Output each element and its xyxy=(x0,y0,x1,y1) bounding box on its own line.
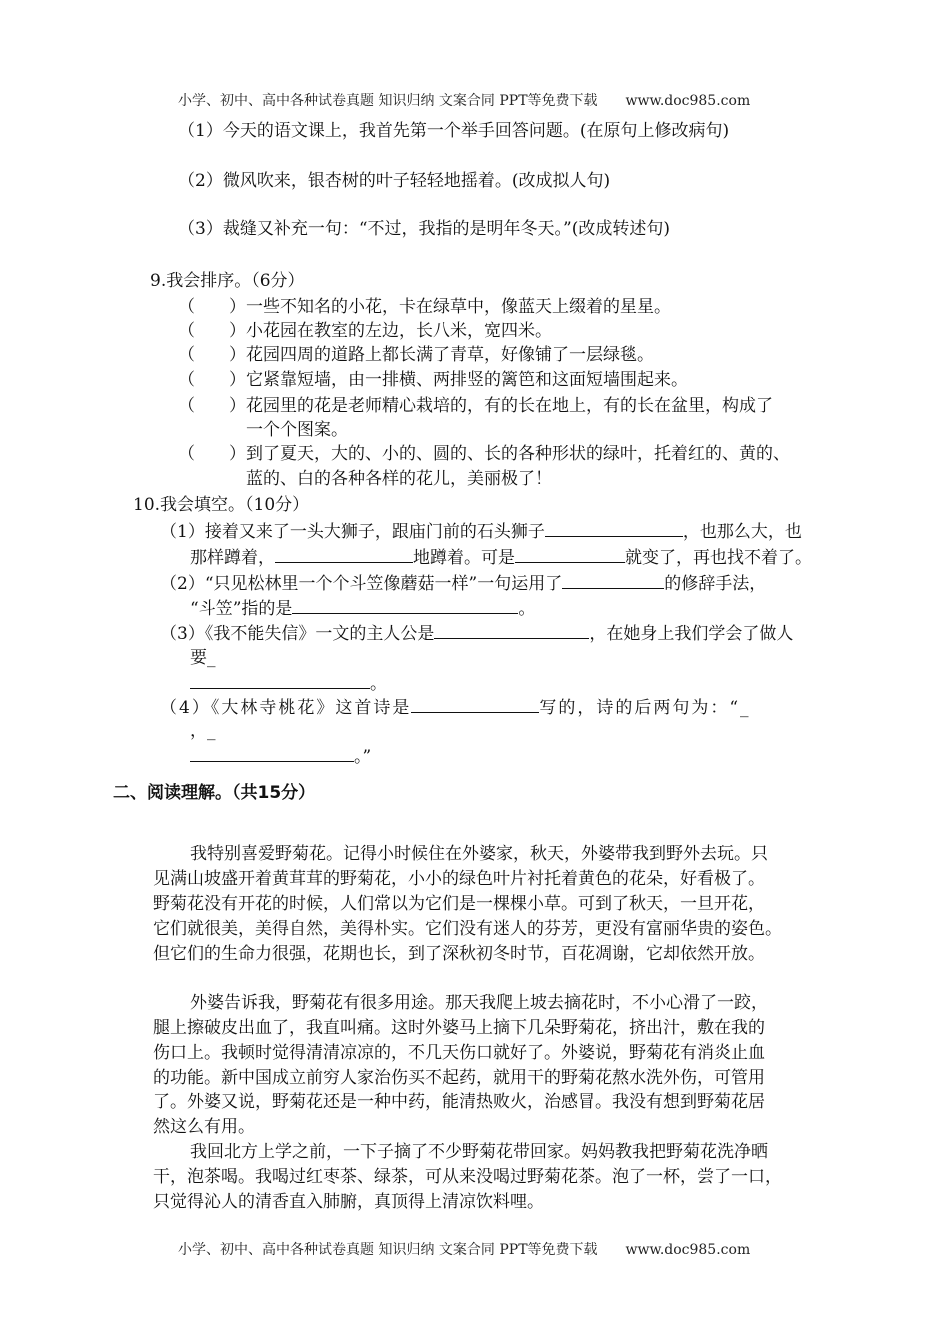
fill-blank[interactable] xyxy=(190,672,370,689)
q8-sentence-3: （3）裁缝又补充一句：“不过，我指的是明年冬天。”(改成转述句) xyxy=(178,219,670,239)
para3-line: 我回北方上学之前，一下子摘了不少野菊花带回家。妈妈教我把野菊花洗净晒 xyxy=(190,1142,768,1162)
page-footer: 小学、初中、高中各种试卷真题 知识归纳 文案合同 PPT等免费下载 www.doc985.com xyxy=(178,1242,751,1258)
q10-part4-line2: ，_ xyxy=(190,721,216,741)
order-paren[interactable]: （ ） xyxy=(178,396,246,416)
fill-blank[interactable] xyxy=(434,622,589,639)
q10-part2-line2: “斗笠”指的是 。 xyxy=(190,599,536,619)
page-header: 小学、初中、高中各种试卷真题 知识归纳 文案合同 PPT等免费下载 www.doc985.com xyxy=(178,93,751,109)
q10-part1-line2: 那样蹲着， 地蹲着。可是 就变了，再也找不着了。 xyxy=(190,548,812,568)
para1-line: 野菊花没有开花的时候，人们常以为它们是一棵棵小草。可到了秋天，一旦开花， xyxy=(153,894,765,914)
q10-title: 10.我会填空。（10分） xyxy=(133,495,310,515)
fill-blank[interactable] xyxy=(275,546,413,563)
fill-blank[interactable] xyxy=(292,597,518,614)
order-paren[interactable]: （ ） xyxy=(178,444,246,464)
q9-item-5: （ ）花园里的花是老师精心栽培的，有的长在地上，有的长在盆里，构成了 xyxy=(178,396,773,416)
para2-line: 伤口上。我顿时觉得清清凉凉的，不几天伤口就好了。外婆说，野菊花有消炎止血 xyxy=(153,1043,765,1063)
order-paren[interactable]: （ ） xyxy=(178,345,246,365)
q9-title: 9.我会排序。（6分） xyxy=(150,271,305,291)
q9-item-1: （ ）一些不知名的小花，卡在绿草中，像蓝天上缀着的星星。 xyxy=(178,297,671,317)
para2-line: 腿上擦破皮出血了，我直叫痛。这时外婆马上摘下几朵野菊花，挤出汁，敷在我的 xyxy=(153,1018,765,1038)
q10-part3-line1: （3）《我不能失信》一文的主人公是 ，在她身上我们学会了做人 xyxy=(160,624,794,644)
q8-sentence-2: （2）微风吹来，银杏树的叶子轻轻地摇着。(改成拟人句) xyxy=(178,171,611,191)
para2-line: 然这么有用。 xyxy=(153,1117,255,1137)
order-paren[interactable]: （ ） xyxy=(178,297,246,317)
order-paren[interactable]: （ ） xyxy=(178,321,246,341)
q9-item-3: （ ）花园四周的道路上都长满了青草，好像铺了一层绿毯。 xyxy=(178,345,654,365)
para1-line: 我特别喜爱野菊花。记得小时候住在外婆家，秋天，外婆带我到野外去玩。只 xyxy=(190,844,768,864)
para3-line: 干，泡茶喝。我喝过红枣茶、绿茶，可从来没喝过野菊花茶。泡了一杯，尝了一口， xyxy=(153,1167,782,1187)
q9-item-2: （ ）小花园在教室的左边，长八米，宽四米。 xyxy=(178,321,552,341)
para3-line: 只觉得沁人的清香直入肺腑，真顶得上清凉饮料哩。 xyxy=(153,1192,544,1212)
fill-blank[interactable] xyxy=(411,696,539,713)
q9-item-4: （ ）它紧靠短墙，由一排横、两排竖的篱笆和这面短墙围起来。 xyxy=(178,370,688,390)
q10-part3-line3: 。 xyxy=(190,672,387,695)
fill-blank[interactable] xyxy=(515,546,625,563)
q9-item-6-cont: 蓝的、白的各种各样的花儿，美丽极了！ xyxy=(246,469,552,489)
para1-line: 见满山坡盛开着黄茸茸的野菊花，小小的绿色叶片衬托着黄色的花朵，好看极了。 xyxy=(153,869,765,889)
fill-blank[interactable] xyxy=(545,520,683,537)
para1-line: 但它们的生命力很强，花期也长，到了深秋初冬时节，百花凋谢，它却依然开放。 xyxy=(153,944,765,964)
q10-part4-line3: 。” xyxy=(190,745,371,768)
q9-item-6: （ ）到了夏天，大的、小的、圆的、长的各种形状的绿叶，托着红的、黄的、 xyxy=(178,444,790,464)
para2-line: 外婆告诉我，野菊花有很多用途。那天我爬上坡去摘花时，不小心滑了一跤， xyxy=(190,993,768,1013)
q10-part3-line2: 要_ xyxy=(190,648,216,668)
q10-part4-line1: （4）《大林寺桃花》这首诗是 写的，诗的后两句为：“_ xyxy=(160,698,751,718)
section-2-title: 二、阅读理解。（共15分） xyxy=(113,783,316,803)
q10-part1-line1: （1）接着又来了一头大狮子，跟庙门前的石头狮子 ，也那么大，也 xyxy=(160,522,802,542)
para2-line: 的功能。新中国成立前穷人家治伤买不起药，就用干的野菊花熬水洗外伤，可管用 xyxy=(153,1068,765,1088)
fill-blank[interactable] xyxy=(190,745,354,762)
q9-item-5-cont: 一个个图案。 xyxy=(246,420,348,440)
para2-line: 了。外婆又说，野菊花还是一种中药，能清热败火，治感冒。我没有想到野菊花居 xyxy=(153,1092,765,1112)
q10-part2-line1: （2）“只见松林里一个个斗笠像蘑菇一样”一句运用了 的修辞手法， xyxy=(160,574,767,594)
q8-sentence-1: （1）今天的语文课上，我首先第一个举手回答问题。(在原句上修改病句) xyxy=(178,121,730,141)
fill-blank[interactable] xyxy=(562,572,664,589)
order-paren[interactable]: （ ） xyxy=(178,370,246,390)
para1-line: 它们就很美，美得自然，美得朴实。它们没有迷人的芬芳，更没有富丽华贵的姿色。 xyxy=(153,919,782,939)
